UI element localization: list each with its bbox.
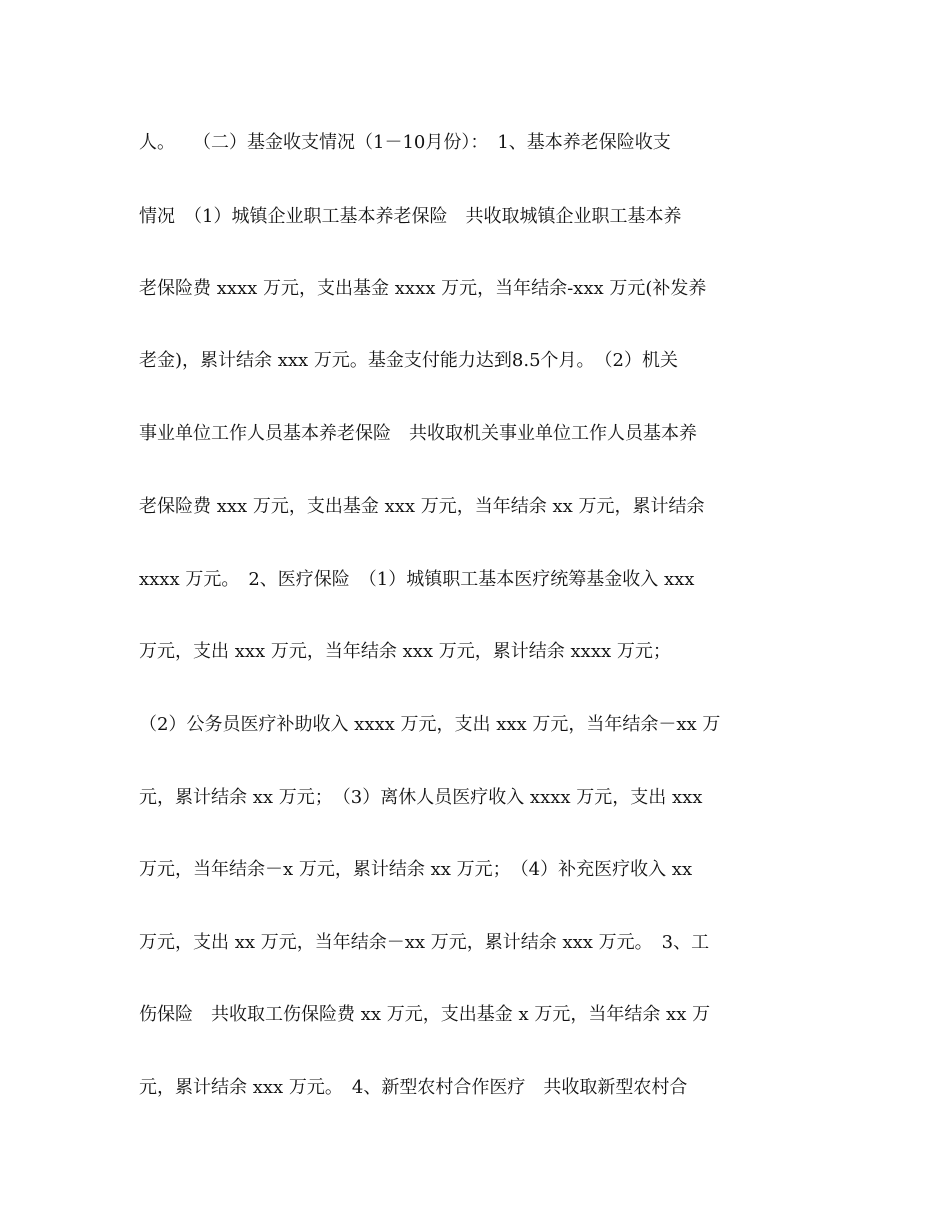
paragraph-line: 伤保险 共收取工伤保险费 xx 万元，支出基金 x 万元，当年结余 xx 万	[139, 1004, 711, 1025]
paragraph-line: 元，累计结余 xx 万元； （3）离休人员医疗收入 xxxx 万元，支出 xxx	[139, 787, 703, 808]
paragraph-line: 万元，当年结余－x 万元，累计结余 xx 万元； （4）补充医疗收入 xx	[139, 859, 693, 880]
paragraph-line: 情况 （1）城镇企业职工基本养老保险 共收取城镇企业职工基本养	[139, 206, 682, 227]
paragraph-line: （2）公务员医疗补助收入 xxxx 万元，支出 xxx 万元，当年结余－xx 万	[139, 714, 721, 735]
paragraph-line: 万元，支出 xxx 万元，当年结余 xxx 万元，累计结余 xxxx 万元；	[139, 641, 671, 662]
paragraph-line: 人。 （二）基金收支情况（1－10月份）： 1、基本养老保险收支	[139, 132, 671, 153]
paragraph-line: 事业单位工作人员基本养老保险 共收取机关事业单位工作人员基本养	[139, 423, 697, 444]
paragraph-line: 元，累计结余 xxx 万元。 4、新型农村合作医疗 共收取新型农村合	[139, 1077, 688, 1098]
paragraph-line: 老保险费 xxxx 万元，支出基金 xxxx 万元，当年结余-xxx 万元(补发养	[139, 278, 707, 299]
paragraph-line: 老金)，累计结余 xxx 万元。基金支付能力达到8.5个月。 （2）机关	[139, 350, 678, 371]
paragraph-line: 老保险费 xxx 万元，支出基金 xxx 万元，当年结余 xx 万元，累计结余	[139, 496, 705, 517]
paragraph-line: 万元，支出 xx 万元，当年结余－xx 万元，累计结余 xxx 万元。 3、工	[139, 932, 710, 953]
paragraph-line: xxxx 万元。 2、医疗保险 （1）城镇职工基本医疗统筹基金收入 xxx	[139, 569, 695, 590]
